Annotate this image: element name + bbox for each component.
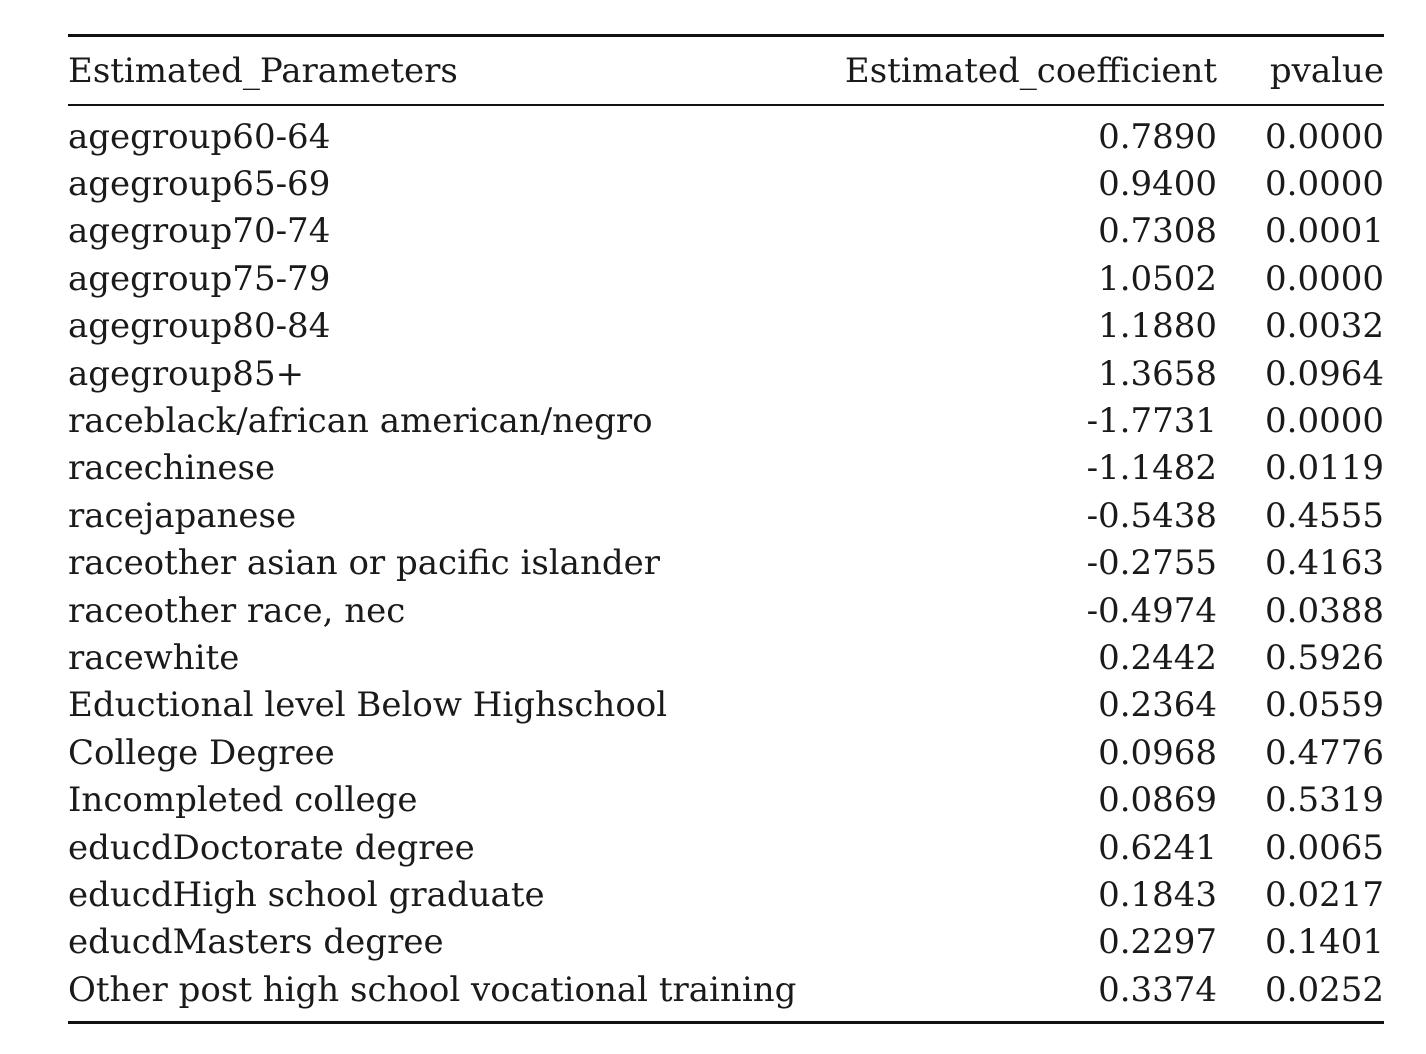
cell-pvalue: 0.0559 [1265, 685, 1384, 726]
cell-pvalue: 0.0217 [1265, 874, 1384, 915]
cell-parameter: racechinese [68, 448, 276, 489]
cell-coefficient: 0.7890 [1098, 116, 1218, 157]
cell-coefficient: 0.2364 [1098, 685, 1218, 726]
table-row [68, 682, 1384, 729]
header-row [68, 36, 1384, 106]
cell-pvalue: 0.0964 [1265, 353, 1384, 394]
cell-parameter: agegroup80-84 [68, 306, 331, 347]
cell-parameter: racejapanese [68, 495, 297, 536]
header-estimated-coefficient: Estimated_coefficient [844, 50, 1218, 91]
table-row [68, 303, 1384, 350]
cell-pvalue: 0.0000 [1265, 164, 1384, 205]
cell-pvalue: 0.0065 [1265, 827, 1384, 868]
cell-pvalue: 0.4776 [1265, 732, 1384, 773]
cell-parameter: College Degree [68, 732, 335, 773]
cell-pvalue: 0.4163 [1265, 543, 1384, 584]
coefficients-table [68, 34, 1384, 1024]
cell-parameter: educdDoctorate degree [68, 827, 475, 868]
table-row [68, 255, 1384, 302]
cell-coefficient: -1.1482 [1086, 448, 1218, 489]
cell-coefficient: -0.5438 [1086, 495, 1218, 536]
table-row [68, 587, 1384, 634]
table-header [68, 36, 1384, 106]
cell-coefficient: 0.2297 [1098, 922, 1218, 963]
cell-pvalue: 0.1401 [1265, 922, 1384, 963]
cell-coefficient: 0.2442 [1098, 637, 1218, 678]
cell-pvalue: 0.0000 [1265, 116, 1384, 157]
cell-pvalue: 0.0388 [1265, 590, 1384, 631]
table-row [68, 729, 1384, 776]
cell-coefficient: 0.1843 [1098, 874, 1218, 915]
cell-pvalue: 0.0000 [1265, 258, 1384, 299]
table-row [68, 492, 1384, 539]
table-row [68, 350, 1384, 397]
table-container [68, 34, 1384, 1024]
cell-parameter: agegroup60-64 [68, 116, 331, 157]
header-pvalue: pvalue [1269, 50, 1384, 91]
cell-parameter: raceother race, nec [68, 590, 406, 631]
cell-pvalue: 0.5926 [1265, 637, 1384, 678]
table-row [68, 966, 1384, 1023]
cell-pvalue: 0.5319 [1265, 780, 1384, 821]
cell-coefficient: 0.0869 [1098, 780, 1218, 821]
table-row [68, 397, 1384, 444]
cell-coefficient: -0.2755 [1086, 543, 1218, 584]
cell-coefficient: 0.6241 [1098, 827, 1218, 868]
cell-parameter: raceother asian or pacific islander [68, 543, 660, 584]
cell-coefficient: -0.4974 [1086, 590, 1218, 631]
cell-coefficient: 0.0968 [1098, 732, 1218, 773]
cell-parameter: agegroup65-69 [68, 164, 331, 205]
cell-coefficient: 0.3374 [1098, 969, 1218, 1010]
table-row [68, 824, 1384, 871]
cell-parameter: Eductional level Below Highschool [68, 685, 668, 726]
cell-parameter: racewhite [68, 637, 240, 678]
cell-coefficient: -1.7731 [1086, 401, 1218, 442]
cell-parameter: educdHigh school graduate [68, 874, 545, 915]
cell-pvalue: 0.0032 [1265, 306, 1384, 347]
cell-parameter: agegroup70-74 [68, 211, 331, 252]
cell-pvalue: 0.0001 [1265, 211, 1384, 252]
table-row [68, 540, 1384, 587]
cell-coefficient: 0.7308 [1098, 211, 1218, 252]
table-row [68, 634, 1384, 681]
table-row [68, 919, 1384, 966]
cell-coefficient: 0.9400 [1098, 164, 1218, 205]
table-body [68, 105, 1384, 1023]
table-row [68, 105, 1384, 160]
table-row [68, 776, 1384, 823]
cell-pvalue: 0.0119 [1265, 448, 1384, 489]
cell-pvalue: 0.4555 [1265, 495, 1384, 536]
header-estimated-parameters: Estimated_Parameters [68, 50, 458, 91]
cell-coefficient: 1.3658 [1098, 353, 1218, 394]
cell-coefficient: 1.1880 [1098, 306, 1218, 347]
cell-parameter: agegroup85+ [68, 353, 305, 394]
cell-parameter: raceblack/african american/negro [68, 401, 653, 442]
cell-parameter: Incompleted college [68, 780, 418, 821]
cell-parameter: Other post high school vocational training [68, 969, 797, 1010]
cell-pvalue: 0.0000 [1265, 401, 1384, 442]
cell-parameter: educdMasters degree [68, 922, 444, 963]
table-row [68, 871, 1384, 918]
cell-parameter: agegroup75-79 [68, 258, 331, 299]
cell-pvalue: 0.0252 [1265, 969, 1384, 1010]
table-row [68, 160, 1384, 207]
table-row [68, 208, 1384, 255]
table-row [68, 445, 1384, 492]
cell-coefficient: 1.0502 [1098, 258, 1218, 299]
